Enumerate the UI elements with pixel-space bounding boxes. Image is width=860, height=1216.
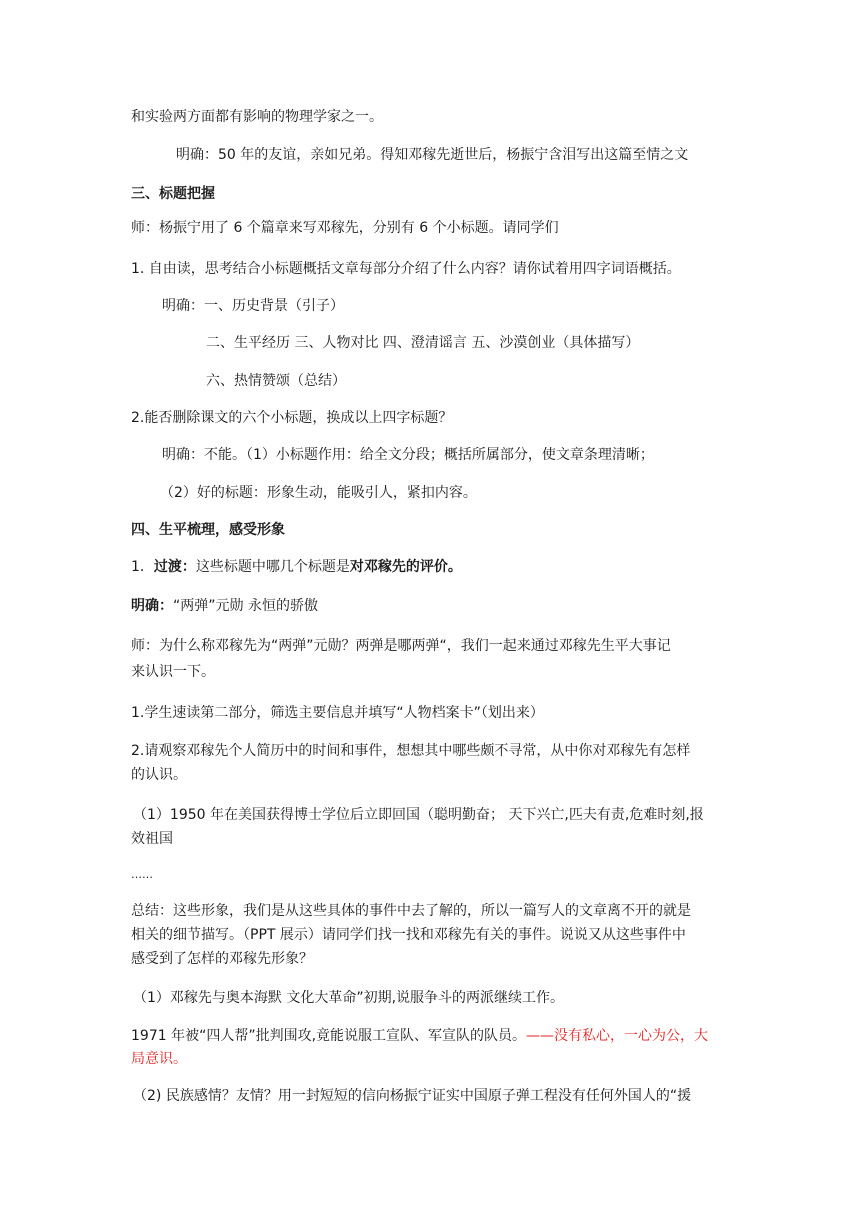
text-line: 1971 年被“四人帮”批判围攻,竟能说服工宣队、军宣队的队员。——没有私心，一心为公，大 (131, 1028, 709, 1044)
section-heading: 三、标题把握 (131, 186, 215, 202)
text-line: 1．过渡：这些标题中哪几个标题是对邓稼先的评价。 (131, 559, 462, 575)
ellipsis: …… (131, 868, 153, 881)
text-line: 和实验两方面都有影响的物理学家之一。 (131, 109, 383, 125)
text-line: 师：为什么称邓稼先为“两弹”元勋？两弹是哪两弹“，我们一起来通过邓稼先生平大事记 (131, 638, 671, 654)
text-line: 明确：一、历史背景（引子） (162, 298, 344, 314)
text-line: 效祖国 (131, 831, 173, 847)
text-line: 的认识。 (131, 767, 187, 783)
highlight-line: 局意识。 (131, 1051, 187, 1067)
text-line: 感受到了怎样的邓稼先形象？ (131, 951, 313, 967)
text-line: 明确：“两弹”元勋 永恒的骄傲 (131, 598, 318, 614)
text-line: （2）好的标题：形象生动，能吸引人，紧扣内容。 (160, 485, 477, 501)
text-line: 总结：这些形象，我们是从这些具体的事件中去了解的，所以一篇写人的文章离不开的就是 (131, 903, 691, 919)
text-line: （1）邓稼先与奥本海默 文化大革命”初期,说服争斗的两派继续工作。 (133, 990, 565, 1006)
section-heading: 四、生平梳理，感受形象 (131, 522, 285, 538)
text-line: 师：杨振宁用了 6 个篇章来写邓稼先，分别有 6 个小标题。请同学们 (131, 220, 559, 236)
text-line: 来认识一下。 (131, 664, 215, 680)
text-line: 六、热情赞颂（总结） (206, 373, 346, 389)
text-line: 2.能否删除课文的六个小标题，换成以上四字标题？ (131, 410, 453, 426)
text-line: 二、生平经历 三、人物对比 四、澄清谣言 五、沙漠创业（具体描写） (206, 335, 640, 351)
text-line: （1）1950 年在美国获得博士学位后立即回国（聪明勤奋； 天下兴亡,匹夫有责,危难时刻,报 (133, 807, 704, 823)
text-line: 2.请观察邓稼先个人简历中的时间和事件，想想其中哪些颇不寻常，从中你对邓稼先有怎样 (131, 743, 691, 759)
text-line: 相关的细节描写。（PPT 展示）请同学们找一找和邓稼先有关的事件。说说又从这些事件中 (131, 927, 686, 943)
text-line: 明确：50 年的友谊，亲如兄弟。得知邓稼先逝世后，杨振宁含泪写出这篇至情之文 (176, 147, 689, 163)
text-line: 1. 自由读，思考结合小标题概括文章每部分介绍了什么内容？请你试着用四字词语概括。 (131, 261, 681, 277)
text-line: 明确：不能。（1）小标题作用：给全文分段；概括所属部分，使文章条理清晰； (162, 447, 654, 463)
text-line: 1.学生速读第二部分，筛选主要信息并填写“人物档案卡”（划出来） (131, 705, 544, 721)
text-line: （2) 民族感情？友情？用一封短短的信向杨振宁证实中国原子弹工程没有任何外国人的“援 (133, 1088, 692, 1104)
